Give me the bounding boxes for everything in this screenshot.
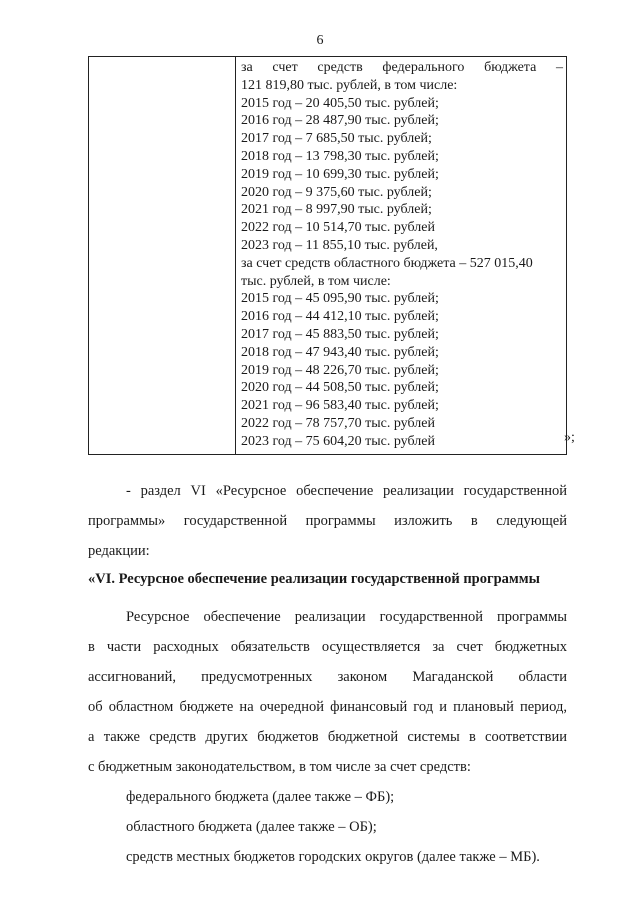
section-heading: «VI. Ресурсное обеспечение реализации государственной программы	[88, 571, 540, 587]
regional-year-line: 2017 год – 45 883,50 тыс. рублей;	[241, 326, 439, 342]
federal-year-line: 2022 год – 10 514,70 тыс. рублей	[241, 220, 435, 236]
regional-year-line: 2020 год – 44 508,50 тыс. рублей;	[241, 380, 439, 396]
regional-year-line: 2019 год – 48 226,70 тыс. рублей;	[241, 362, 439, 378]
federal-year-line: 2019 год – 10 699,30 тыс. рублей;	[241, 166, 439, 182]
paragraph-line: Ресурсное обеспечение реализации государственной программы	[126, 609, 567, 625]
regional-year-line: 2021 год – 96 583,40 тыс. рублей;	[241, 398, 439, 414]
amendment-paragraph	[88, 476, 567, 566]
federal-year-line: 2016 год – 28 487,90 тыс. рублей;	[241, 113, 439, 129]
amendment-line: программы» государственной программы изложить в следующей	[88, 513, 567, 529]
regional-year-line: 2018 год – 47 943,40 тыс. рублей;	[241, 344, 439, 360]
table-column-divider	[235, 57, 236, 454]
funding-source-item: средств местных бюджетов городских округов (далее также – МБ).	[126, 849, 540, 865]
federal-year-line: 2021 год – 8 997,90 тыс. рублей;	[241, 202, 432, 218]
paragraph-line: в части расходных обязательств осуществляется за счет бюджетных	[88, 639, 567, 655]
budget-table	[88, 56, 567, 455]
amendment-line: - раздел VI «Ресурсное обеспечение реализации государственной	[126, 483, 567, 499]
section-paragraph	[88, 602, 567, 872]
regional-intro-line: за счет средств областного бюджета – 527 015,40	[241, 255, 533, 271]
paragraph-line: а также средств других бюджетов бюджетной системы в соответствии	[88, 729, 567, 745]
paragraph-line: об областном бюджете на очередной финансовый год и плановый период,	[88, 699, 567, 715]
federal-year-line: 2023 год – 11 855,10 тыс. рублей,	[241, 237, 438, 253]
funding-source-item: федерального бюджета (далее также – ФБ);	[126, 789, 395, 805]
funding-cell	[241, 59, 563, 451]
regional-intro-line: тыс. рублей, в том числе:	[241, 273, 391, 289]
paragraph-line: с бюджетным законодательством, в том числе за счет средств:	[88, 759, 471, 775]
federal-year-line: 2018 год – 13 798,30 тыс. рублей;	[241, 148, 439, 164]
federal-intro-line: за счет средств федерального бюджета –	[241, 60, 563, 75]
amendment-line: редакции:	[88, 543, 150, 559]
page-number: 6	[316, 33, 324, 48]
paragraph-line: ассигнований, предусмотренных законом Магаданской области	[88, 669, 567, 685]
regional-year-line: 2015 год – 45 095,90 тыс. рублей;	[241, 291, 439, 307]
federal-year-line: 2017 год – 7 685,50 тыс. рублей;	[241, 131, 432, 147]
federal-year-line: 2015 год – 20 405,50 тыс. рублей;	[241, 95, 439, 111]
federal-intro-line: 121 819,80 тыс. рублей, в том числе:	[241, 77, 458, 93]
regional-year-line: 2016 год – 44 412,10 тыс. рублей;	[241, 309, 439, 325]
funding-source-item: областного бюджета (далее также – ОБ);	[126, 819, 377, 835]
federal-year-line: 2020 год – 9 375,60 тыс. рублей;	[241, 184, 432, 200]
table-closing-mark: »;	[564, 430, 575, 445]
regional-year-line: 2023 год – 75 604,20 тыс. рублей	[241, 433, 435, 449]
regional-year-line: 2022 год – 78 757,70 тыс. рублей	[241, 415, 435, 431]
